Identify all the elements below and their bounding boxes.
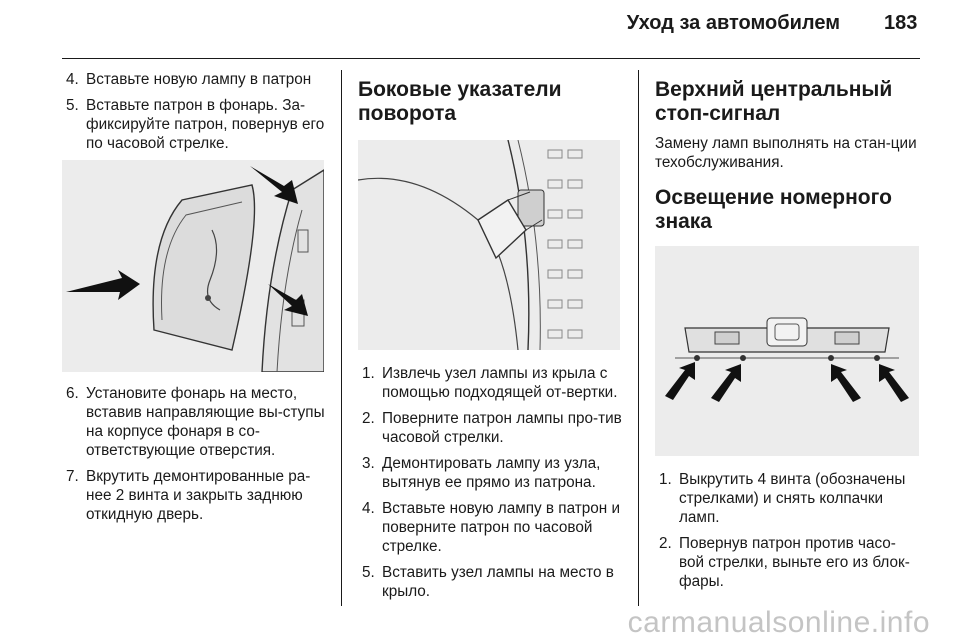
list-item: 5. Вставить узел лампы на место в крыло. [362, 564, 614, 600]
section-heading: Верхний центральный стоп-сигнал [655, 78, 893, 125]
list-item: 2. Повернув патрон против часо-вой стрелки, выньте его из блок-фары. [659, 535, 910, 590]
column-divider [638, 70, 639, 606]
list-item: 1. Извлечь узел лампы из крыла с помощью подходящей от-вертки. [362, 365, 618, 401]
column-divider [341, 70, 342, 606]
tail-light-figure [62, 160, 324, 372]
column-2 [358, 70, 626, 608]
section-heading: Боковые указатели поворота [358, 78, 562, 125]
list-item: 2. Поверните патрон лампы про-тив часовой стрелки. [362, 410, 622, 446]
list-item: 6. Установите фонарь на место, вставив направляющие вы-ступы на корпусе фонаря в со-ответствующие отверстия. [66, 385, 325, 459]
side-indicator-figure [358, 140, 620, 350]
list-item: 7. Вкрутить демонтированные ра-нее 2 винта и закрыть заднюю откидную дверь. [66, 468, 311, 523]
list-item: 5. Вставьте патрон в фонарь. За-фиксируйте патрон, повернув его по часовой стрелке. [66, 97, 325, 152]
step-list [655, 470, 920, 591]
section-heading: Освещение номерного знака [655, 186, 892, 233]
column-3 [655, 70, 920, 598]
page-number: 183 [884, 12, 918, 34]
list-item: 4. Вставьте новую лампу в патрон и поверните патрон по часовой стрелке. [362, 500, 621, 555]
header-divider [62, 58, 920, 59]
step-list [62, 384, 328, 524]
column-1 [62, 70, 328, 531]
watermark: carmanualsonline.info [627, 606, 930, 639]
license-plate-light-figure [655, 246, 919, 456]
page-header-title: Уход за автомобилем [626, 12, 840, 34]
list-item: 3. Демонтировать лампу из узла, вытянув ее прямо из патрона. [362, 455, 601, 491]
step-list [358, 364, 626, 601]
step-list [62, 70, 328, 153]
paragraph: Замену ламп выполнять на стан-ции техобслуживания. [655, 135, 917, 171]
list-item: 4. Вставьте новую лампу в патрон [66, 71, 312, 88]
list-item: 1. Выкрутить 4 винта (обозначены стрелками) и снять колпачки ламп. [659, 471, 906, 526]
